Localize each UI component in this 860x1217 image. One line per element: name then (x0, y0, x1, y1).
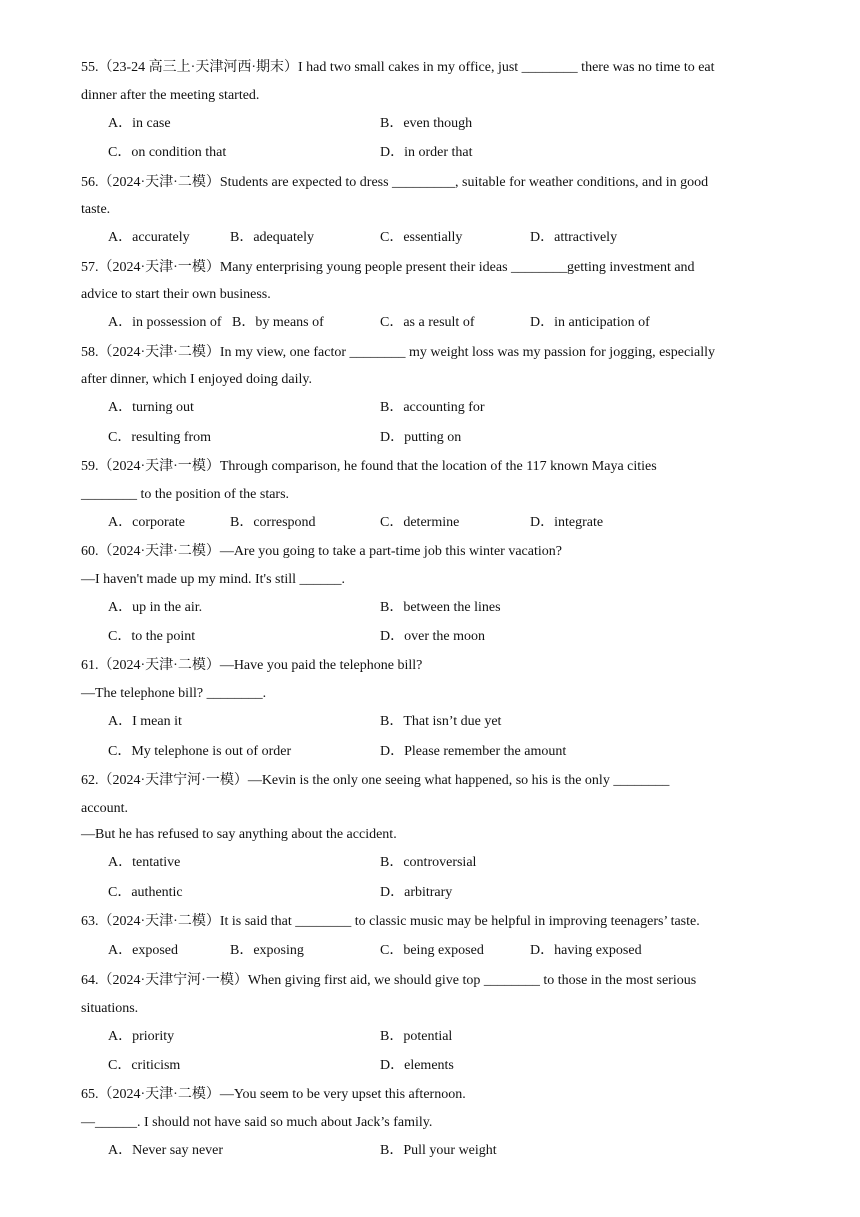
option-c[interactable]: C．criticism (108, 1058, 181, 1073)
question-58-stem-cont: after dinner, which I enjoyed doing daily. (81, 372, 313, 387)
question-60-stem: 60.（2024·天津·二模）—Are you going to take a part-time job this winter vacation? (81, 544, 562, 559)
option-a[interactable]: A．in possession of (108, 315, 222, 330)
question-56-stem-cont: taste. (81, 202, 111, 217)
option-d[interactable]: D．over the moon (380, 629, 485, 644)
option-b[interactable]: B．adequately (230, 230, 314, 245)
option-d[interactable]: D．Please remember the amount (380, 744, 567, 759)
question-55-stem: 55.（23-24 高三上·天津河西·期末）I had two small cakes in my office, just ________ there was no time to eat (81, 60, 715, 75)
question-59-stem-cont: ________ to the position of the stars. (81, 487, 290, 502)
question-57-stem-cont: advice to start their own business. (81, 287, 271, 302)
question-64-stem: 64.（2024·天津宁河·一模）When giving first aid, we should give top ________ to those in the most serious (81, 973, 697, 988)
option-d[interactable]: D．attractively (530, 230, 618, 245)
option-a[interactable]: A．accurately (108, 230, 190, 245)
option-c[interactable]: C．determine (380, 515, 460, 530)
option-d[interactable]: D．elements (380, 1058, 454, 1073)
option-b[interactable]: B．Pull your weight (380, 1143, 497, 1158)
question-62-stem-cont: account. (81, 801, 129, 816)
option-a[interactable]: A．corporate (108, 515, 185, 530)
question-61-stem-cont: —The telephone bill? ________. (81, 686, 267, 701)
option-a[interactable]: A．priority (108, 1029, 175, 1044)
option-a[interactable]: A．Never say never (108, 1143, 224, 1158)
option-b[interactable]: B．by means of (232, 315, 324, 330)
question-62-stem: 62.（2024·天津宁河·一模）—Kevin is the only one seeing what happened, so his is the only ________ (81, 773, 670, 788)
option-a[interactable]: A．in case (108, 116, 171, 131)
option-b[interactable]: B．That isn’t due yet (380, 714, 502, 729)
option-b[interactable]: B．correspond (230, 515, 316, 530)
option-b[interactable]: B．between the lines (380, 600, 501, 615)
question-61-stem: 61.（2024·天津·二模）—Have you paid the telephone bill? (81, 658, 423, 673)
option-c[interactable]: C．being exposed (380, 943, 484, 958)
question-65-stem-cont: —______. I should not have said so much about Jack’s family. (81, 1115, 433, 1130)
option-b[interactable]: B．accounting for (380, 400, 485, 415)
option-d[interactable]: D．putting on (380, 430, 462, 445)
question-60-stem-cont: —I haven't made up my mind. It's still ______. (81, 572, 346, 587)
option-c[interactable]: C．My telephone is out of order (108, 744, 292, 759)
option-d[interactable]: D．in anticipation of (530, 315, 650, 330)
option-d[interactable]: D．in order that (380, 145, 473, 160)
question-58-stem: 58.（2024·天津·二模）In my view, one factor ________ my weight loss was my passion for jogging, especially (81, 345, 716, 360)
question-63-stem: 63.（2024·天津·二模）It is said that ________ to classic music may be helpful in improving teenagers’ taste. (81, 914, 700, 929)
question-56-stem: 56.（2024·天津·二模）Students are expected to dress _________, suitable for weather conditions, and in good (81, 175, 709, 190)
question-59-stem: 59.（2024·天津·一模）Through comparison, he found that the location of the 117 known Maya cities (81, 459, 657, 474)
question-57-stem: 57.（2024·天津·一模）Many enterprising young people present their ideas ________getting investment and (81, 260, 695, 275)
option-b[interactable]: B．exposing (230, 943, 304, 958)
question-62-stem-cont: —But he has refused to say anything about the accident. (81, 827, 397, 842)
question-55-stem-cont: dinner after the meeting started. (81, 88, 260, 103)
question-64-stem-cont: situations. (81, 1001, 139, 1016)
option-b[interactable]: B．controversial (380, 855, 477, 870)
option-a[interactable]: A．tentative (108, 855, 181, 870)
option-c[interactable]: C．resulting from (108, 430, 212, 445)
option-c[interactable]: C．to the point (108, 629, 196, 644)
option-c[interactable]: C．as a result of (380, 315, 475, 330)
option-a[interactable]: A．up in the air. (108, 600, 203, 615)
option-b[interactable]: B．potential (380, 1029, 453, 1044)
option-a[interactable]: A．turning out (108, 400, 194, 415)
option-c[interactable]: C．on condition that (108, 145, 227, 160)
option-c[interactable]: C．essentially (380, 230, 463, 245)
question-65-stem: 65.（2024·天津·二模）—You seem to be very upset this afternoon. (81, 1087, 466, 1102)
option-c[interactable]: C．authentic (108, 885, 183, 900)
option-b[interactable]: B．even though (380, 116, 473, 131)
option-d[interactable]: D．integrate (530, 515, 604, 530)
option-d[interactable]: D．having exposed (530, 943, 642, 958)
option-a[interactable]: A．I mean it (108, 714, 182, 729)
option-a[interactable]: A．exposed (108, 943, 178, 958)
option-d[interactable]: D．arbitrary (380, 885, 453, 900)
